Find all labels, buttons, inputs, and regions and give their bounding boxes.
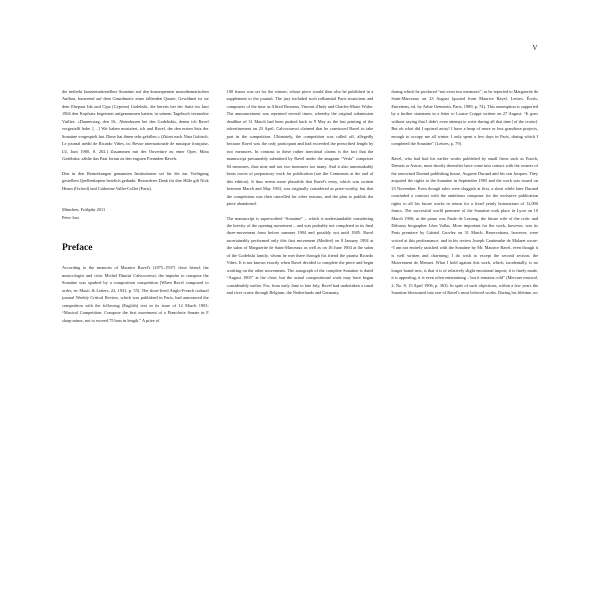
paragraph: The manuscript is superscribed “Sonatine” – which is understandable considering the brevity of the opening movement – and was probably not completed in its final three-movement form before summer 1904 and possibly not until 1905. Ravel ascertainably performed only this first movement (Modéré) on 8 January 1904 at the salon of Marguerite de Saint-Marceaux as well as on 16 June 1904 at the salon of the Godebski family, whom he met there through his friend the pianist Ricardo Viñes. It is not known exactly when Ravel decided to complete the piece and begin working on the other movements. The autograph of the complete Sonatine is dated “August 1905” at the close, but the actual compositional work may have begun considerably earlier. For, from early June to late July, Ravel had undertaken a canal and river cruise through Belgium, the Netherlands and Germany,	[226, 215, 374, 296]
column-2	[227, 88, 374, 554]
page-number: V	[532, 44, 538, 52]
paragraph: die indirekt konzentrationellere Sonatine auf den konsequenten monothematischen Aufbau, basierend auf dem Grundmotiv einer fallenden Quarte, Gewidmet ist sie dem Ehepaar Ida und Cipa (Cyprien) Godebski, die bereits bei der Suite im Juni 1904 den Kopfsatz begeistert aufgenommen hatten; in seinem Tagebuch vermerkte Vuilles: »Donnerstag, den 16., Abendessen bei den Godebskis, denen ich Ravel vorgestellt habe. […] Wir haben musiziert, ich und Ravel, der den ersten Satz der Sonatine vorgespielt hat. Diese hat ihnen sehr gefallen.« (Zitiert nach Nina Gubisch, Le journal inédit de Ricardo Viñes, in: Revue internationale de musique française, I/2, Juni 1980, S. 202.) Zusammen mit der Ouvertüre zu einer Oper, Mina Godebska, zählte das Paar fortan zu den engsten Freunden Ravels.	[62, 89, 209, 162]
author-signature: Peter Jost	[62, 214, 79, 220]
section-heading-preface: Preface	[62, 243, 93, 254]
paragraph: during which he produced “not even two measures”, as he reported to Marguerite de Saint-Marceaux on 23 August (quoted from Maurice Ravel, Lettres, Écrits, Entretiens, ed. by Arbie Orenstein, Paris, 1989, p. 74). This assumption is supported by a further statement in a letter to Louise Cruppi written on 27 August: “It goes without saying that I didn't even attempt to write during all that time [of the cruise]. But oh what did I squirrel away! I have a heap of more or less grandiose projects, enough to occupy me all winter. I only spent a few days in Paris, during which I completed the Sonatine” (Lettres, p. 79).	[391, 89, 539, 147]
paragraph: According to the memoirs of Maurice Ravel's (1875–1937) close friend, the musicologist and critic Michel Dimitri Calvocoressi, the impulse to compose the Sonatine was sparked by a composition competition (When Ravel composed to order, in: Music & Letters, 22, 1941, p. 55). The short-lived Anglo-French cultural journal Weekly Critical Review, which was published in Paris, had announced the competition with the following (English) text in its issue of 12 March 1903: “Musical Competition. Compose the first movement of a Pianoforte Sonate in F sharp minor, not to exceed 75 bars in length.” A prize of	[62, 265, 209, 323]
column-3	[391, 88, 538, 554]
paragraph: 100 francs was set for the winner, whose piece would then also be published in a supplement to the journal. The jury included such influential Paris musicians and composers of the time as Alfred Bruneau, Vincent d'Indy and Charles-Marie Widor. The announcement was reprinted several times, whereby the original submission deadline of 31 March had been pushed back to 9 May as the last printing of the advertisement on 23 April. Calvocoressi claimed that he convinced Ravel to take part in the competition. Ultimately, the competition was called off, allegedly because Ravel was the only participant and had exceeded the prescribed length by two measures. In contrast to these rather anecdotal claims is the fact that the manuscript presumably submitted by Ravel under the anagram “Verla” comprises 84 measures, thus nine and not two measures too many. And it also unmistakably bears traces of preparatory work for publication (see the Comments at the end of this edition). It thus seems more plausible that Ravel's entry, which was written between March and May 1903, was originally considered as prize-worthy, but that the competition was then cancelled for other reasons, and the plan to publish the piece abandoned.	[226, 89, 374, 207]
column-1	[62, 88, 209, 554]
paragraph: Den in den Bemerkungen genannten Institutionen sei für die zur Verfügung gestellten Quellenkopien herzlich gedankt. Besonderer Dank für ihre Hilfe gilt Nick Hearn (Oxford) und Catherine Vallet-Collot (Paris).	[62, 170, 209, 191]
paragraph: Ravel, who had had his earlier works published by small firms such as Enoch, Demets or Astruc, must shortly thereafter have come into contact with the owners of the renowned Durand publishing house, Auguste Durand and his son Jacques. They acquired the rights to the Sonatine in September 1905 and the work was issued on 23 November. Even though sales were sluggish at first, a short while later Durand concluded a contract with the ambitious composer for the exclusive publication rights to all his future works in return for a fixed yearly honorarium of 12,000 francs. The successful world premiere of the Sonatine took place in Lyon on 10 March 1906; at the piano was Paule de Lestang, the future wife of the critic and Debussy biographer Léon Vallas. More important for the work, however, was its Paris premiere by Gabriel Grovlez on 31 March. Reservations, however, were voiced at this performance, and in his review Joseph Caniteaube de Malaret wrote: “I am not entirely satisfied with the Sonatine by Mr. Maurice Ravel, even though it is well written and charming; I do wish to except the second section, the Mouvement de Menuet. What I hold against this work, which, incidentally, is no longer brand new, is that it is of relatively slight emotional import; it is finely made, it is appealing, it is even often entertaining – but it remains cold” (Mercure musical, 2, No. 8, 15 April 1906, p. 363). In spite of such objections, within a few years the Sonatine blossomed into one of Ravel's most beloved works. During his lifetime, no	[391, 155, 539, 296]
place-date-line: München, Frühjahr 2011	[62, 207, 106, 213]
text-columns	[62, 88, 538, 554]
